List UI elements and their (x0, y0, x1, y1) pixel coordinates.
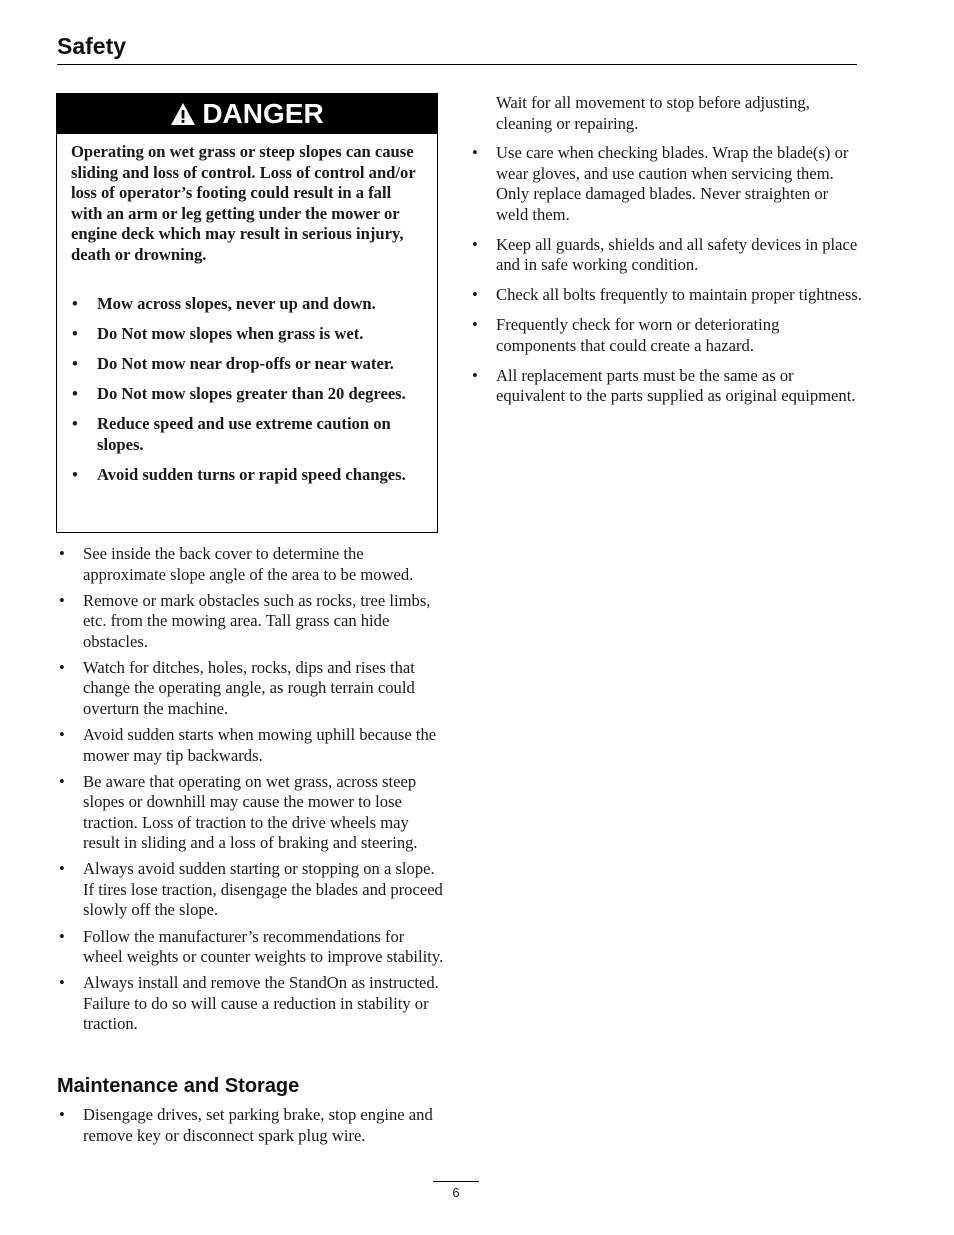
danger-item: • Mow across slopes, never up and down. (71, 294, 431, 315)
list-item: • Remove or mark obstacles such as rocks, tree limbs, etc. from the mowing area. Tall grass can hide obstacles. (57, 591, 447, 653)
danger-item: • Do Not mow near drop-offs or near water. (71, 354, 431, 375)
slope-bullet-list (57, 544, 447, 1041)
warning-triangle-icon (170, 102, 196, 126)
list-item: • Follow the manufacturer’s recommendations for wheel weights or counter weights to improve stability. (57, 927, 447, 968)
list-item: • Check all bolts frequently to maintain proper tightness. (470, 285, 862, 306)
maintenance-bullet-list (470, 143, 862, 416)
danger-item: • Avoid sudden turns or rapid speed changes. (71, 465, 431, 486)
list-item: • All replacement parts must be the same as or equivalent to the parts supplied as original equipment. (470, 366, 862, 407)
maintenance-list-start (57, 1105, 447, 1152)
danger-header (57, 94, 437, 134)
list-item: • See inside the back cover to determine the approximate slope angle of the area to be mowed. (57, 544, 447, 585)
danger-box (56, 93, 438, 533)
list-item: • Always avoid sudden starting or stopping on a slope. If tires lose traction, disengage the blades and proceed slowly off the slope. (57, 859, 447, 921)
danger-item: • Do Not mow slopes when grass is wet. (71, 324, 431, 345)
danger-intro: Operating on wet grass or steep slopes can cause sliding and loss of control. Loss of control and/or loss of operator’s footing could result in a fall with an arm or leg getting under the mower or engine deck which may result in serious injury, death or drowning. (71, 142, 416, 264)
list-item: • Avoid sudden starts when mowing uphill because the mower may tip backwards. (57, 725, 447, 766)
list-item: • Keep all guards, shields and all safety devices in place and in safe working condition. (470, 235, 862, 276)
footer-rule (433, 1181, 479, 1182)
list-item: • Use care when checking blades. Wrap the blade(s) or wear gloves, and use caution when servicing them. Only replace damaged blades. Never straighten or weld them. (470, 143, 862, 225)
maintenance-heading: Maintenance and Storage (57, 1075, 300, 1097)
continued-text: Wait for all movement to stop before adjusting, cleaning or repairing. (496, 93, 810, 133)
list-item: • Always install and remove the StandOn as instructed. Failure to do so will cause a reduction in stability or traction. (57, 973, 447, 1035)
section-title: Safety (57, 33, 127, 59)
danger-item: • Reduce speed and use extreme caution on slopes. (71, 414, 431, 455)
page-number: 6 (452, 1185, 460, 1200)
list-item: • Watch for ditches, holes, rocks, dips and rises that change the operating angle, as rough terrain could overturn the machine. (57, 658, 447, 720)
danger-item: • Do Not mow slopes greater than 20 degrees. (71, 384, 431, 405)
danger-label: DANGER (202, 98, 324, 129)
danger-list (71, 294, 431, 495)
title-rule (57, 64, 857, 65)
list-item: • Be aware that operating on wet grass, across steep slopes or downhill may cause the mower to lose traction. Loss of traction to the drive wheels may result in sliding and a loss of braking and steering. (57, 772, 447, 854)
list-item: • Frequently check for worn or deteriorating components that could create a hazard. (470, 315, 862, 356)
list-item: • Disengage drives, set parking brake, stop engine and remove key or disconnect spark plug wire. (57, 1105, 447, 1146)
